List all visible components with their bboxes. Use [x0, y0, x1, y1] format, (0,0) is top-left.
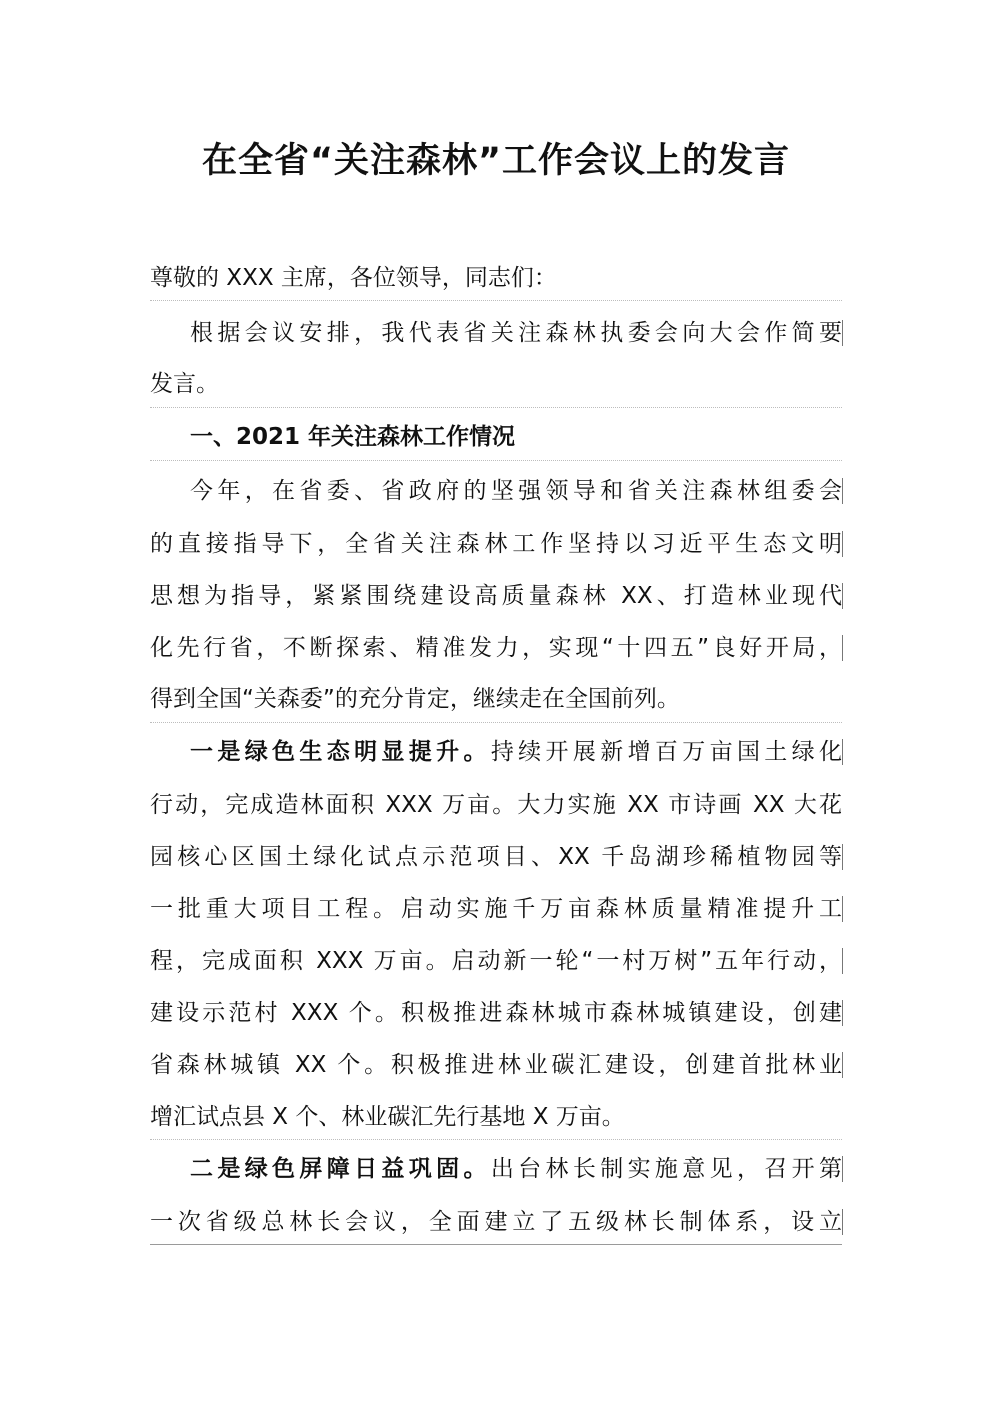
- divider: [150, 460, 842, 461]
- margin-mark: [842, 583, 843, 609]
- section-heading: 一、2021 年关注森林工作情况: [190, 424, 516, 450]
- divider: [150, 407, 842, 408]
- paragraph-line: 一批重大项目工程。启动实施千万亩森林质量精准提升工: [150, 896, 842, 922]
- divider: [150, 1139, 842, 1140]
- intro-line: 根据会议安排，我代表省关注森林执委会向大会作简要: [190, 320, 842, 346]
- paragraph-line: 增汇试点县 X 个、林业碳汇先行基地 X 万亩。: [150, 1104, 625, 1130]
- paragraph-line: 思想为指导，紧紧围绕建设高质量森林 XX、打造林业现代: [150, 583, 842, 609]
- intro-line: 发言。: [150, 371, 219, 397]
- paragraph-line: [150, 1148, 842, 1190]
- paragraph-line: 一次省级总林长会议，全面建立了五级林长制体系，设立: [150, 1209, 842, 1235]
- margin-mark: [842, 1052, 843, 1078]
- paragraph-lead: 二是绿色屏障日益巩固。: [190, 1156, 491, 1182]
- margin-mark: [842, 531, 843, 557]
- margin-mark: [842, 844, 843, 870]
- paragraph-line: 的直接指导下，全省关注森林工作坚持以习近平生态文明: [150, 531, 842, 557]
- divider: [150, 300, 842, 301]
- margin-mark: [842, 635, 843, 661]
- margin-mark: [842, 948, 843, 974]
- paragraph-line: 程，完成面积 XXX 万亩。启动新一轮“一村万树”五年行动，: [150, 948, 842, 974]
- margin-mark: [842, 1209, 843, 1235]
- page-title: 在全省“关注森林”工作会议上的发言: [201, 141, 790, 181]
- paragraph-line: [150, 731, 842, 773]
- margin-mark: [842, 896, 843, 922]
- divider: [150, 722, 842, 723]
- margin-mark: [842, 478, 843, 504]
- paragraph-line: 今年，在省委、省政府的坚强领导和省关注森林组委会: [190, 478, 842, 504]
- paragraph-line: 行动，完成造林面积 XXX 万亩。大力实施 XX 市诗画 XX 大花: [150, 792, 842, 818]
- margin-mark: [842, 1000, 843, 1026]
- paragraph-text: 出台林长制实施意见，召开第: [490, 1156, 843, 1182]
- paragraph-line: 得到全国“关森委”的充分肯定，继续走在全国前列。: [150, 686, 680, 712]
- margin-mark: [842, 1156, 843, 1182]
- paragraph-line: 园核心区国土绿化试点示范项目、XX 千岛湖珍稀植物园等: [150, 844, 842, 870]
- margin-mark: [842, 739, 843, 765]
- margin-mark: [842, 320, 843, 346]
- divider: [150, 1244, 842, 1245]
- paragraph-line: 建设示范村 XXX 个。积极推进森林城市森林城镇建设，创建: [150, 1000, 842, 1026]
- paragraph-line: 省森林城镇 XX 个。积极推进林业碳汇建设，创建首批林业: [150, 1052, 842, 1078]
- paragraph-text: 持续开展新增百万亩国土绿化: [490, 739, 843, 765]
- paragraph-lead: 一是绿色生态明显提升。: [190, 739, 491, 765]
- paragraph-line: 化先行省，不断探索、精准发力，实现“十四五”良好开局，: [150, 635, 842, 661]
- salutation: 尊敬的 XXX 主席，各位领导，同志们：: [150, 265, 557, 291]
